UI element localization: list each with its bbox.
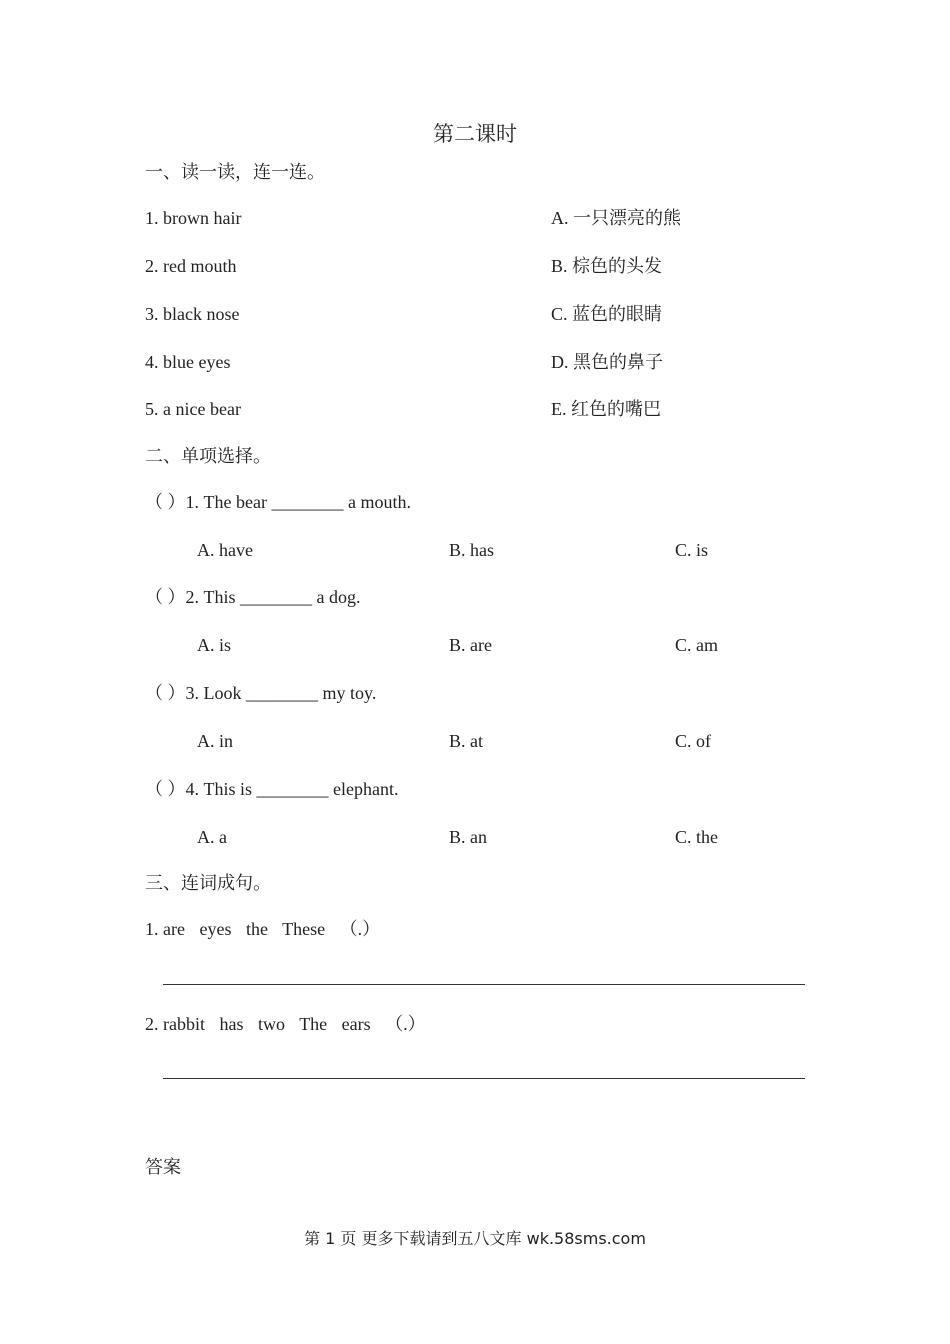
word: eyes — [199, 919, 232, 939]
match-right-item-e: E. 红色的嘴巴 — [551, 399, 661, 419]
question-text: 3. Look ________ my toy. — [185, 683, 377, 703]
option-a: A. have — [197, 540, 253, 560]
match-left-item-1: 1. brown hair — [145, 208, 242, 228]
option-c: C. am — [675, 635, 718, 655]
match-left-item-5: 5. a nice bear — [145, 399, 241, 419]
word: rabbit — [163, 1014, 205, 1034]
word: The — [299, 1014, 328, 1034]
answer-line-2[interactable] — [163, 1078, 805, 1079]
option-a: A. a — [197, 827, 227, 847]
answer-bracket: （ ） — [145, 683, 186, 703]
section-2-heading: 二、单项选择。 — [145, 446, 271, 466]
question-text: 1. The bear ________ a mouth. — [185, 492, 411, 512]
option-c: C. the — [675, 827, 718, 847]
option-b: B. are — [449, 635, 492, 655]
match-right-item-a: A. 一只漂亮的熊 — [551, 208, 681, 228]
answer-line-1[interactable] — [163, 984, 805, 985]
question-4 — [145, 778, 398, 800]
option-c: C. is — [675, 540, 709, 560]
item-number: 2. — [145, 1014, 159, 1034]
answer-bracket: （ ） — [145, 492, 186, 512]
question-text: 4. This is ________ elephant. — [185, 779, 399, 799]
page-title: 第二课时 — [433, 122, 517, 146]
word: has — [219, 1014, 244, 1034]
word: are — [163, 919, 185, 939]
option-c: C. of — [675, 731, 711, 751]
option-a: A. is — [197, 635, 232, 655]
question-2 — [145, 586, 361, 608]
section-3-heading: 三、连词成句。 — [145, 873, 271, 893]
punctuation: （.） — [385, 1014, 426, 1034]
answer-label: 答案 — [145, 1157, 181, 1177]
word: two — [258, 1014, 285, 1034]
question-text: 2. This ________ a dog. — [185, 587, 361, 607]
answer-bracket: （ ） — [145, 779, 186, 799]
scrambled-sentence-2 — [145, 1013, 426, 1035]
item-number: 1. — [145, 919, 159, 939]
answer-bracket: （ ） — [145, 587, 186, 607]
match-right-item-b: B. 棕色的头发 — [551, 256, 663, 276]
match-left-item-3: 3. black nose — [145, 304, 240, 324]
question-1 — [145, 491, 411, 513]
option-b: B. has — [449, 540, 494, 560]
option-b: B. at — [449, 731, 483, 751]
match-right-item-d: D. 黑色的鼻子 — [551, 352, 663, 372]
option-a: A. in — [197, 731, 233, 751]
match-right-item-c: C. 蓝色的眼睛 — [551, 304, 663, 324]
scrambled-sentence-1 — [145, 918, 380, 940]
word: the — [245, 919, 268, 939]
match-left-item-4: 4. blue eyes — [145, 352, 231, 372]
word: ears — [341, 1014, 371, 1034]
section-1-heading: 一、读一读，连一连。 — [145, 162, 325, 182]
punctuation: （.） — [339, 919, 381, 939]
page-footer: 第 1 页 更多下载请到五八文库 wk.58sms.com — [304, 1229, 646, 1248]
match-left-item-2: 2. red mouth — [145, 256, 237, 276]
question-3 — [145, 682, 376, 704]
word: These — [282, 919, 326, 939]
option-b: B. an — [449, 827, 487, 847]
